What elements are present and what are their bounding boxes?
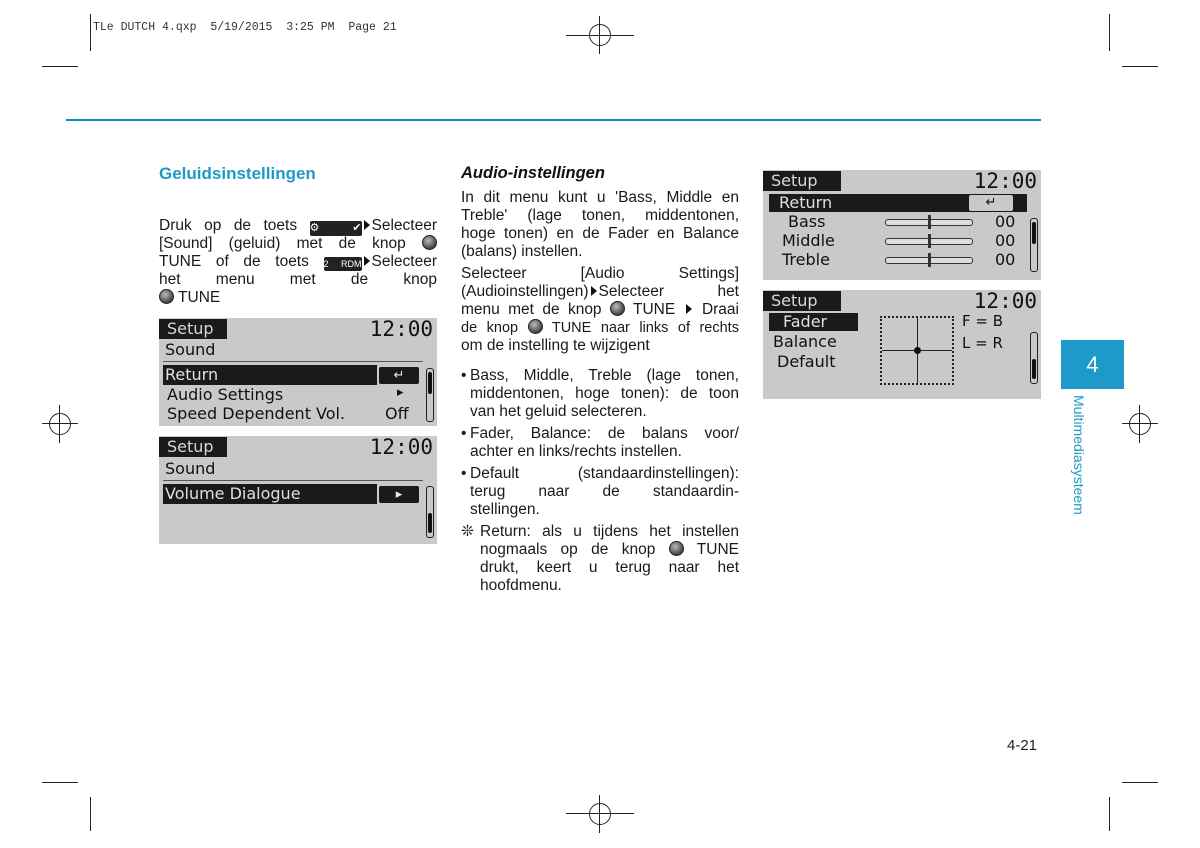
screen-fader-balance — [763, 290, 1041, 399]
screen-title: Setup — [159, 437, 227, 457]
menu-item-speed-dependent-vol[interactable]: Speed Dependent Vol. — [167, 404, 346, 423]
screen-header: Sound — [165, 459, 216, 478]
menu-item-fader[interactable]: Fader — [769, 313, 858, 331]
clock: 12:00 — [369, 318, 433, 341]
chevron-right-icon: ▸ — [397, 385, 404, 400]
tune-knob-icon — [669, 541, 684, 556]
bass-slider[interactable] — [885, 219, 973, 226]
crop-mark — [42, 782, 78, 783]
slider-knob[interactable] — [928, 253, 931, 267]
screen-audio-settings — [763, 170, 1041, 280]
crop-mark — [90, 797, 91, 831]
treble-slider[interactable] — [885, 257, 973, 264]
list-item: ❊ Return: als u tijdens het instellen nogmaals op de knop TUNE drukt, keert u terug naar het hoofdmenu. — [461, 523, 739, 594]
fader-balance-grid[interactable] — [880, 316, 954, 385]
radio-key-icon: 2 RDM — [323, 259, 362, 269]
balance-readout: L = R — [962, 334, 1003, 352]
screen-title: Setup — [763, 171, 841, 191]
section-heading: Audio-instellingen — [461, 164, 605, 182]
divider — [163, 480, 423, 481]
header-rule — [66, 119, 1041, 121]
screen-volume-dialogue — [159, 436, 437, 544]
setup-key-icon: ⚙ ✔ — [309, 222, 362, 234]
menu-item-volume-dialogue[interactable]: Volume Dialogue — [163, 484, 377, 504]
screen-sound-menu — [159, 318, 437, 426]
menu-item-audio-settings[interactable]: Audio Settings — [167, 385, 284, 404]
list-item: • Fader, Balance: de balans voor/ achter en links/rechts instellen. — [461, 425, 739, 460]
chevron-right-icon[interactable]: ▸ — [379, 486, 419, 503]
return-icon[interactable]: ↵ — [969, 195, 1013, 211]
middle-value: 00 — [995, 231, 1016, 250]
crop-mark — [1122, 782, 1158, 783]
page-number: 4-21 — [1007, 737, 1038, 754]
fader-readout: F = B — [962, 312, 1004, 330]
clock: 12:00 — [973, 290, 1037, 313]
scrollbar[interactable] — [1030, 332, 1038, 384]
menu-item-bass[interactable]: Bass — [788, 212, 826, 231]
crop-mark — [42, 66, 78, 67]
arrow-icon — [686, 304, 692, 314]
arrow-icon — [591, 286, 597, 296]
screen-header: Sound — [165, 340, 216, 359]
scrollbar[interactable] — [426, 486, 434, 538]
section-heading: Geluidsinstellingen — [159, 164, 316, 183]
slider-knob[interactable] — [928, 234, 931, 248]
menu-item-balance[interactable]: Balance — [773, 332, 837, 351]
chapter-label: Multimediasysteem — [1071, 395, 1087, 515]
clock: 12:00 — [973, 170, 1037, 193]
menu-item-return[interactable]: Return — [769, 194, 1027, 212]
clock: 12:00 — [369, 436, 433, 459]
bullet-list — [461, 367, 739, 595]
chapter-tab: 4 — [1061, 340, 1124, 389]
arrow-icon — [364, 256, 370, 266]
divider — [163, 361, 423, 362]
position-marker[interactable] — [914, 347, 921, 354]
screen-title: Setup — [763, 291, 841, 311]
crop-mark — [90, 14, 91, 51]
crop-mark — [1109, 14, 1110, 51]
setting-value: Off — [385, 404, 409, 423]
tune-knob-icon — [528, 319, 543, 334]
arrow-icon — [364, 220, 370, 230]
menu-item-treble[interactable]: Treble — [782, 250, 830, 269]
treble-value: 00 — [995, 250, 1016, 269]
menu-item-middle[interactable]: Middle — [782, 231, 835, 250]
scrollbar[interactable] — [426, 368, 434, 422]
screen-title: Setup — [159, 319, 227, 339]
menu-item-return[interactable]: Return — [163, 365, 377, 385]
bass-value: 00 — [995, 212, 1016, 231]
tune-knob-icon — [422, 235, 437, 250]
tune-knob-icon — [159, 289, 174, 304]
print-slug: TLe DUTCH 4.qxp 5/19/2015 3:25 PM Page 21 — [93, 21, 397, 34]
tune-knob-icon — [610, 301, 625, 316]
list-item: • Bass, Middle, Treble (lage tonen, middentonen, hoge tonen): de toon van het geluid selecteren. — [461, 367, 739, 420]
scrollbar[interactable] — [1030, 218, 1038, 272]
list-item: • Default (standaardinstellingen): terug naar de standaardin- stellingen. — [461, 465, 739, 518]
return-icon[interactable]: ↵ — [379, 367, 419, 384]
audio-paragraph-2: Selecteer [Audio Settings] (Audioinstellingen) Selecteer het menu met de knop TUNE Draai de knop TUNE naar links of rechts om de instelling te wijzigent — [461, 265, 739, 354]
audio-paragraph-1: In dit menu kunt u 'Bass, Middle en Treble' (lage tonen, middentonen, hoge tonen) en de Fader en Balance (balans) instellen. — [461, 189, 739, 260]
crop-mark — [1122, 66, 1158, 67]
intro-paragraph: Druk op de toets ⚙ ✔ Selecteer [Sound] (geluid) met de knop TUNE of de toets 2 RDM Selecteer het menu met de knop TUNE — [159, 217, 437, 306]
menu-item-default[interactable]: Default — [777, 352, 836, 371]
slider-knob[interactable] — [928, 215, 931, 229]
crop-mark — [1109, 797, 1110, 831]
middle-slider[interactable] — [885, 238, 973, 245]
